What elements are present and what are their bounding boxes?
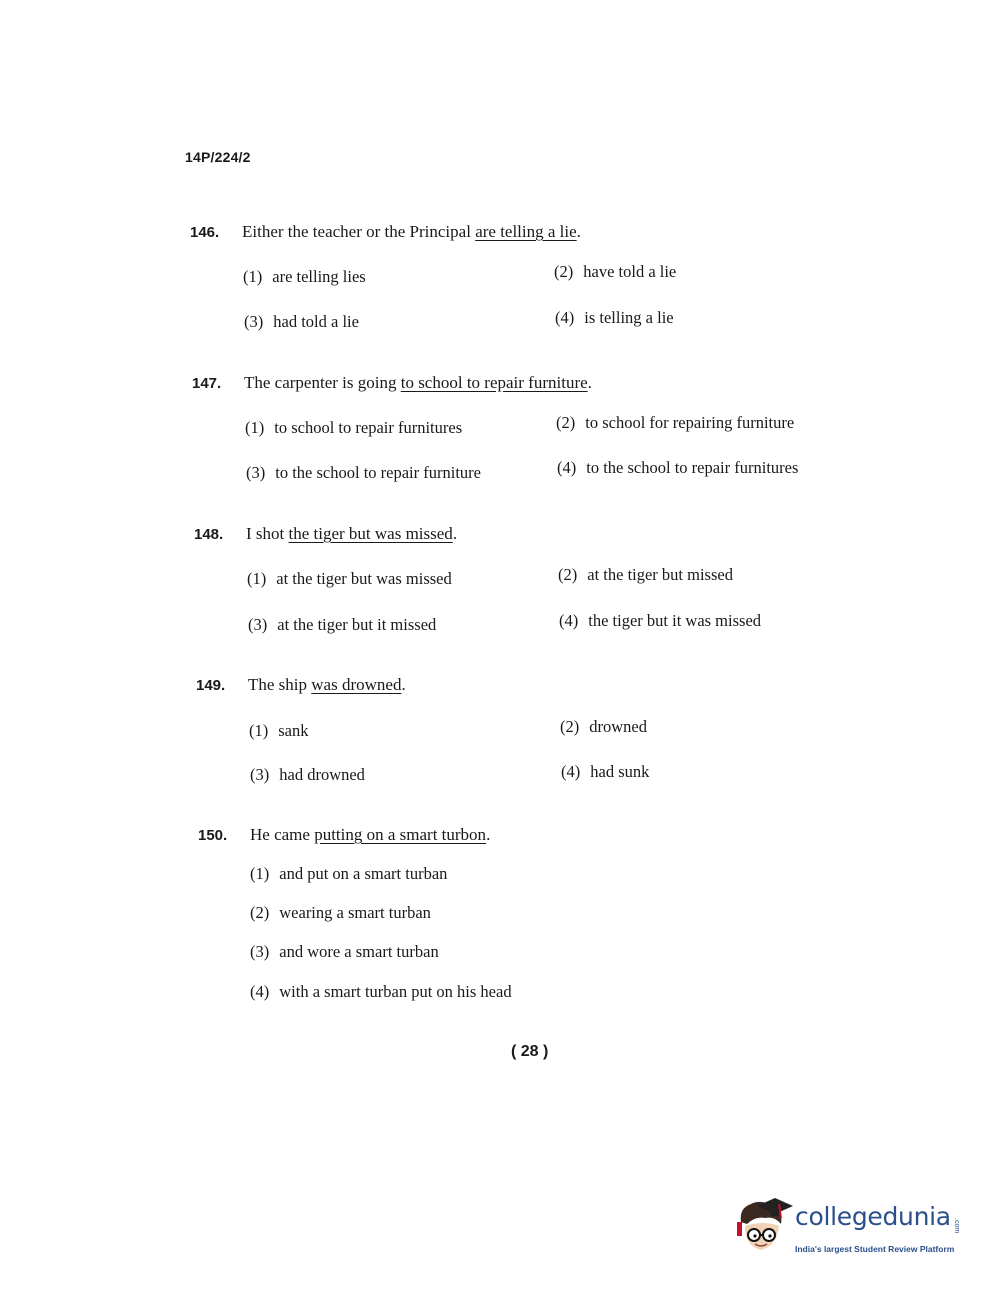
- logo-tagline: India's largest Student Review Platform: [795, 1244, 955, 1254]
- option-150-1: (1) and put on a smart turban: [250, 864, 448, 883]
- page-number: ( 28 ): [511, 1043, 549, 1060]
- question-number: 146.: [190, 224, 220, 241]
- question-number: 147.: [192, 375, 222, 392]
- option-147-2: (2) to school for repairing furniture: [556, 413, 795, 432]
- question-stem: I shot the tiger but was missed.: [246, 524, 458, 543]
- question-stem: The ship was drowned.: [248, 675, 406, 694]
- option-149-3: (3) had drowned: [250, 765, 365, 784]
- question-stem: He came putting on a smart turbon.: [250, 825, 491, 844]
- option-150-3: (3) and wore a smart turban: [250, 942, 439, 961]
- collegedunia-logo[interactable]: [735, 1196, 965, 1266]
- option-149-4: (4) had sunk: [561, 762, 650, 781]
- question-stem: The carpenter is going to school to repair furniture.: [244, 373, 592, 392]
- underlined-phrase: putting on a smart turbon: [314, 825, 487, 844]
- option-146-4: (4) is telling a lie: [555, 308, 674, 327]
- underlined-phrase: the tiger but was missed: [288, 524, 453, 543]
- logo-suffix: .com: [953, 1218, 960, 1234]
- option-146-3: (3) had told a lie: [244, 312, 359, 331]
- option-146-2: (2) have told a lie: [554, 262, 677, 281]
- option-149-1: (1) sank: [249, 721, 309, 740]
- option-147-4: (4) to the school to repair furnitures: [557, 458, 799, 477]
- underlined-phrase: to school to repair furniture: [400, 373, 588, 392]
- underlined-phrase: was drowned: [311, 675, 402, 694]
- option-150-4: (4) with a smart turban put on his head: [250, 982, 512, 1001]
- mascot-icon: [735, 1196, 795, 1258]
- underlined-phrase: are telling a lie: [475, 222, 577, 241]
- question-number: 149.: [196, 677, 226, 694]
- option-150-2: (2) wearing a smart turban: [250, 903, 431, 922]
- question-number: 150.: [198, 827, 228, 844]
- option-148-3: (3) at the tiger but it missed: [248, 615, 437, 634]
- question-stem: Either the teacher or the Principal are telling a lie.: [242, 222, 581, 241]
- paper-code: 14P/224/2: [185, 149, 251, 165]
- option-149-2: (2) drowned: [560, 717, 647, 736]
- option-148-4: (4) the tiger but it was missed: [559, 611, 762, 630]
- logo-wordmark: collegedunia: [795, 1202, 951, 1231]
- question-number: 148.: [194, 526, 224, 543]
- option-147-3: (3) to the school to repair furniture: [246, 463, 481, 482]
- option-148-2: (2) at the tiger but missed: [558, 565, 733, 584]
- option-148-1: (1) at the tiger but was missed: [247, 569, 452, 588]
- option-146-1: (1) are telling lies: [243, 267, 366, 286]
- option-147-1: (1) to school to repair furnitures: [245, 418, 463, 437]
